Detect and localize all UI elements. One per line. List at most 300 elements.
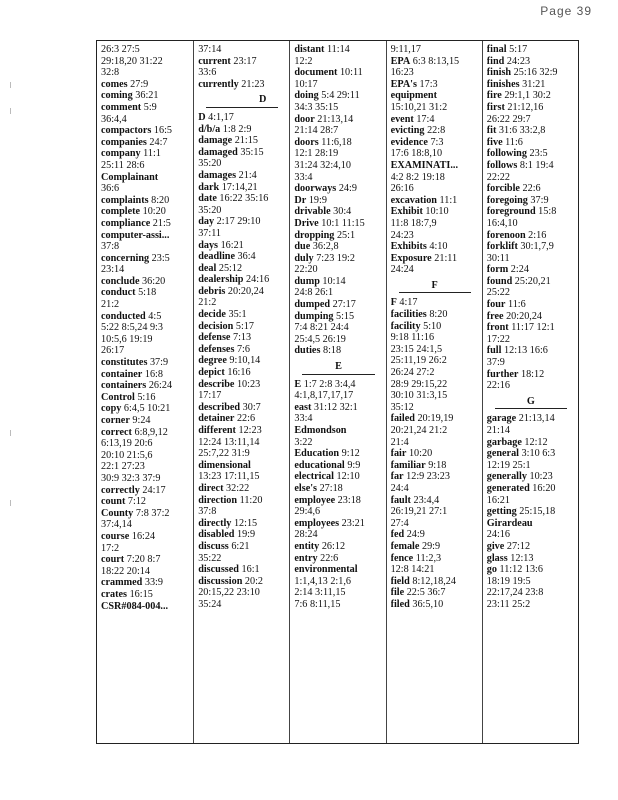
index-entry [487, 471, 575, 483]
index-term: day [198, 216, 215, 228]
index-entry [294, 402, 382, 414]
index-term: Education [294, 448, 340, 460]
index-page-refs: 22:5 36:7 [406, 587, 446, 599]
index-term: conducted [101, 310, 146, 322]
index-term: companies [101, 136, 147, 148]
index-term: decision [198, 320, 234, 332]
index-entry [487, 495, 575, 507]
index-term: garage [486, 413, 517, 425]
index-term: Dr [294, 194, 307, 206]
index-term: damage [198, 135, 233, 147]
index-term: compliance [101, 217, 151, 229]
index-entry [391, 218, 479, 230]
index-entry [487, 448, 575, 460]
index-entry [198, 448, 286, 460]
index-page-refs: 35:1 [228, 309, 247, 321]
index-entry [294, 564, 382, 576]
index-term: educational [294, 459, 345, 471]
index-page-refs: 21:14 28:7 [294, 125, 339, 137]
index-page-refs: 11:6 [507, 299, 526, 311]
index-entry [391, 79, 479, 91]
index-entry [487, 264, 575, 276]
index-page-refs: 6:3 8:13,15 [412, 55, 460, 67]
index-entry [101, 427, 190, 439]
index-term: familiar [390, 459, 426, 471]
index-page-refs: 5:17 [235, 320, 254, 332]
index-entry [294, 125, 382, 137]
index-page-refs: 10:17 [294, 78, 318, 90]
index-entry [101, 195, 190, 207]
index-page-refs: 10:20 [408, 448, 433, 460]
index-term: final [486, 44, 507, 55]
index-page-refs: 22:8 [427, 125, 446, 137]
index-term: discussion [198, 575, 243, 587]
index-entry [198, 228, 286, 240]
index-page-refs: 16:24 [131, 530, 156, 542]
index-page-refs: 2:14 3:11,15 [294, 587, 346, 599]
index-page-refs: 36:21 [135, 90, 159, 102]
index-term: generated [486, 482, 530, 494]
index-page-refs: 1:8 2:9 [222, 123, 252, 135]
index-entry [391, 437, 479, 449]
index-entry [198, 529, 286, 541]
index-page-refs: 2:17 29:10 [216, 216, 261, 228]
index-entry [101, 531, 190, 543]
index-entry [294, 529, 382, 541]
index-entry [101, 67, 190, 79]
index-term: depict [198, 367, 225, 379]
index-page-refs: 2:16 [528, 229, 547, 241]
index-entry [101, 56, 190, 68]
index-page-refs: 8:12,18,24 [412, 575, 456, 587]
index-term: currently [198, 78, 239, 90]
index-term: doorways [294, 183, 337, 195]
index-page-refs: 27:17 [332, 299, 356, 311]
index-term: complaints [101, 194, 149, 206]
index-entry [487, 56, 575, 68]
index-term: decide [198, 309, 226, 321]
index-term: dumping [294, 310, 334, 322]
index-page-refs: 7:20 8:7 [126, 554, 161, 566]
index-term: dimensional [198, 459, 251, 471]
index-term: company [101, 148, 141, 160]
index-entry [487, 576, 575, 588]
index-page-refs: 16:8 [144, 368, 163, 380]
index-entry [487, 529, 575, 541]
index-term: Exposure [390, 252, 432, 264]
index-entry [198, 390, 286, 402]
index-entry [294, 160, 382, 172]
index-page-refs: 21:14 [486, 425, 510, 436]
index-term: employees [294, 517, 340, 529]
index-page-refs: 31:24 32:4,10 [294, 159, 351, 171]
index-term: E [294, 378, 302, 390]
index-entry [487, 287, 575, 299]
index-term: damaged [198, 146, 238, 158]
index-term: fence [390, 552, 414, 564]
index-page-refs: 26:24 27:2 [390, 367, 435, 379]
index-page-refs: 11:6,18 [321, 136, 352, 148]
index-page-refs: 5:18 [138, 287, 157, 299]
index-page-refs: 19:9 [236, 529, 256, 541]
index-page-refs: 17:22 [486, 333, 510, 345]
index-page-refs: 24:17 [142, 484, 166, 496]
index-entry [198, 251, 286, 263]
index-term: free [486, 310, 504, 322]
index-page-refs: 36:6 [101, 183, 120, 195]
index-entry [294, 334, 382, 346]
index-page-refs: 29:18,20 31:22 [101, 55, 163, 67]
index-page-refs: 17:4 [416, 113, 435, 125]
index-term: D [198, 111, 206, 123]
index-entry [101, 508, 190, 520]
index-term: Exhibits [390, 241, 427, 253]
index-page-refs: 25:1 [336, 229, 356, 241]
index-entry [101, 102, 190, 114]
index-page-refs: 12:13 16:6 [504, 345, 548, 357]
index-entry [294, 413, 382, 425]
index-term: event [390, 113, 414, 125]
index-entry [198, 437, 286, 449]
index-entry [294, 67, 382, 79]
index-page-refs: 5:17 [509, 44, 528, 55]
index-entry [101, 566, 190, 578]
index-term: glass [486, 552, 508, 564]
index-page-refs: 25:16 32:9 [513, 67, 558, 79]
index-entry [198, 147, 286, 159]
index-term: forklift [486, 241, 518, 253]
index-term: follows [486, 159, 518, 171]
index-page-refs: 4:1,17 [208, 111, 234, 123]
index-page-refs: 17:17 [198, 390, 222, 402]
index-entry [391, 576, 479, 588]
index-entry [198, 460, 286, 472]
index-entry [487, 253, 575, 265]
index-term: complete [101, 206, 141, 218]
index-page-refs: 16:16 [227, 367, 251, 379]
index-entry [487, 195, 575, 207]
index-term: doors [294, 136, 319, 148]
index-page-refs: 27:4 [390, 517, 409, 529]
index-page-refs: 20:20,24 [506, 310, 543, 322]
index-page-refs: 33:6 [198, 67, 217, 79]
index-page-refs: 7:8 37:2 [135, 507, 170, 519]
index-entry [198, 518, 286, 530]
index-term: degree [198, 355, 227, 367]
index-page-refs: 17:6 18:8,10 [390, 148, 443, 160]
index-term: conduct [101, 287, 136, 299]
index-page-refs: 26:17 [101, 345, 125, 357]
index-term: fed [390, 529, 405, 541]
index-page-refs: 25:22 [486, 287, 510, 299]
index-term: comes [101, 78, 128, 90]
index-entry [101, 345, 190, 357]
index-entry [391, 206, 479, 218]
index-page-refs: 10:23 [529, 471, 553, 483]
index-page-refs: 21:4 [390, 436, 409, 448]
index-page-refs: 35:12 [390, 401, 414, 413]
index-page-refs: 11:8 18:7,9 [390, 217, 437, 229]
index-page-refs: 4:5 [148, 310, 162, 322]
index-entry [101, 241, 190, 253]
index-term: general [486, 448, 519, 460]
index-term: damages [198, 169, 237, 181]
index-term: direction [198, 494, 238, 506]
index-term: door [294, 113, 315, 125]
index-term: EPA's [390, 78, 417, 90]
index-term: doing [294, 90, 319, 102]
index-entry [294, 195, 382, 207]
index-entry [101, 450, 190, 462]
index-page-refs: 1:1,4,13 2:1,6 [294, 575, 351, 587]
index-page-refs: 16:4,10 [486, 217, 518, 229]
index-column-2 [193, 41, 289, 743]
index-entry [391, 67, 479, 79]
index-entry [391, 253, 479, 265]
index-term: correctly [101, 484, 140, 496]
index-term: EXAMINATI... [390, 159, 459, 171]
index-term: environmental [294, 564, 358, 576]
index-entry [294, 471, 382, 483]
index-entry [294, 390, 382, 402]
index-entry [487, 334, 575, 346]
index-page-refs: 35:15 [240, 146, 264, 158]
index-page-refs: 12:2 [294, 55, 313, 67]
index-entry [198, 170, 286, 182]
index-term: found [486, 275, 513, 287]
index-entry [294, 276, 382, 288]
index-entry [391, 599, 479, 611]
index-entry [391, 264, 479, 276]
index-term: document [294, 67, 338, 79]
index-page-refs: 7:3 [430, 136, 444, 148]
index-entry [198, 576, 286, 588]
index-page-refs: 25:20,21 [514, 275, 551, 287]
index-page-refs: 24:24 [390, 264, 414, 276]
index-page-refs: 5:10 [423, 320, 442, 332]
index-page-refs: 21:2 [198, 297, 217, 309]
index-entry [391, 413, 479, 425]
index-term: Control [101, 391, 135, 403]
index-entry [391, 160, 479, 172]
index-entry [391, 195, 479, 207]
index-entry [487, 322, 575, 334]
index-page-refs: 13:23 17:11,15 [198, 471, 260, 483]
index-entry [294, 79, 382, 91]
margin-mark [10, 430, 15, 436]
index-entry [487, 553, 575, 565]
index-page-refs: 21:2 [101, 299, 120, 311]
index-page-refs: 11:12 13:6 [499, 564, 543, 576]
index-page-refs: 11:14 [326, 44, 350, 55]
index-entry [294, 241, 382, 253]
index-entry [101, 554, 190, 566]
index-entry [294, 599, 382, 611]
index-term: go [486, 564, 497, 576]
index-page-refs: 4:1,8,17,17,17 [294, 390, 354, 402]
index-page-refs: 24:9 [406, 529, 425, 541]
index-entry [294, 299, 382, 311]
index-entry [101, 183, 190, 195]
index-page-refs: 12:23 [238, 425, 262, 436]
letter-heading: E [302, 361, 374, 375]
index-entry [294, 90, 382, 102]
index-term: front [486, 322, 509, 334]
index-entry [294, 148, 382, 160]
index-page-refs: 12:10 [336, 471, 360, 483]
index-page-refs: 10:14 [322, 275, 346, 287]
index-page-refs: 24:8 26:1 [294, 287, 334, 299]
index-page-refs: 15:8 [538, 206, 557, 218]
index-entry [198, 44, 286, 56]
index-term: fault [390, 494, 411, 506]
index-term: debris [198, 285, 226, 297]
index-page-refs: 7:6 8:11,15 [294, 598, 341, 610]
index-page-refs: 6:4,5 10:21 [123, 403, 171, 415]
index-page-refs: 37:9 [530, 194, 549, 206]
index-column-5 [482, 41, 578, 743]
index-page-refs: 34:3 35:15 [294, 101, 339, 113]
index-page-refs: 36:20 [142, 275, 166, 287]
index-entry [487, 357, 575, 369]
index-term: dumped [294, 299, 331, 311]
index-entry [198, 112, 286, 124]
index-entry [294, 56, 382, 68]
index-entry [101, 334, 190, 346]
index-entry [391, 309, 479, 321]
index-entry [487, 599, 575, 611]
index-page-refs: 11:2,3 [415, 552, 442, 564]
index-entry [198, 158, 286, 170]
index-page-refs: 24:9 [338, 183, 357, 195]
index-entry [391, 332, 479, 344]
index-page-refs: 30:7 [242, 401, 261, 413]
index-entry [487, 44, 575, 56]
index-page-refs: 12:24 13:11,14 [198, 436, 260, 448]
index-page-refs: 23:5 [529, 148, 548, 160]
index-term: fit [486, 125, 497, 137]
index-entry [294, 114, 382, 126]
index-page-refs: 12:12 [524, 436, 548, 448]
index-term: discuss [198, 540, 229, 552]
index-entry [101, 90, 190, 102]
index-entry [487, 114, 575, 126]
index-term: F [390, 297, 397, 309]
index-entry [391, 460, 479, 472]
index-term: count [101, 496, 126, 508]
index-page-refs: 4:17 [399, 297, 418, 309]
index-entry [101, 287, 190, 299]
index-term: direct [198, 482, 224, 494]
index-entry [391, 529, 479, 541]
index-page-refs: 22:17,24 23:8 [486, 587, 544, 599]
index-page-refs: 25:4,5 26:19 [294, 333, 346, 345]
index-page-refs: 20:2 [244, 575, 264, 587]
index-term: directly [198, 517, 232, 529]
index-entry [198, 587, 286, 599]
index-entry [391, 448, 479, 460]
index-entry [487, 79, 575, 91]
index-entry [101, 415, 190, 427]
index-entry [294, 518, 382, 530]
index-entry [487, 206, 575, 218]
index-entry [101, 299, 190, 311]
index-entry [101, 357, 190, 369]
index-entry [101, 276, 190, 288]
index-entry [101, 137, 190, 149]
index-page-refs: 30:4 [333, 206, 352, 218]
index-term: garbage [486, 436, 522, 448]
index-page-refs: 22:22 [486, 171, 510, 183]
index-page-refs: 24:23 [506, 55, 531, 67]
index-page-refs: 37:8 [198, 506, 217, 518]
index-entry [198, 274, 286, 286]
index-page-refs: 19:9 [308, 194, 327, 206]
index-entry [198, 332, 286, 344]
index-page-refs: 30:11 [486, 252, 510, 264]
index-entry [101, 577, 190, 589]
index-term: described [198, 401, 241, 413]
index-entry [487, 413, 575, 425]
index-term: entity [294, 540, 320, 552]
index-entry [391, 114, 479, 126]
index-page-refs: 25:12 [218, 262, 243, 274]
index-page-refs: 8:18 [322, 345, 342, 357]
index-entry [198, 402, 286, 414]
index-page-refs: 30:1,7,9 [520, 241, 554, 253]
index-entry [487, 125, 575, 137]
index-entry [198, 564, 286, 576]
index-page-refs: 5:22 8:5,24 9:3 [101, 322, 163, 334]
index-entry [198, 240, 286, 252]
index-entry [198, 286, 286, 298]
index-entry [101, 473, 190, 485]
index-entry [294, 183, 382, 195]
index-page-refs: 11:1 [439, 194, 458, 206]
index-page-refs: 24:16 [246, 274, 270, 286]
index-entry [294, 311, 382, 323]
index-term: deal [198, 262, 217, 274]
index-entry [487, 541, 575, 553]
index-entry [294, 218, 382, 230]
index-term: due [294, 241, 311, 253]
index-term: concerning [101, 252, 150, 264]
index-entry [391, 367, 479, 379]
index-term: equipment [390, 90, 437, 102]
index-page-refs: 21:13,14 [518, 413, 555, 425]
index-term: foreground [486, 206, 536, 218]
index-page-refs: 20:20,24 [227, 285, 264, 297]
index-page-refs: 21:4 [238, 169, 257, 181]
index-entry [198, 425, 286, 437]
index-page-refs: 31:6 33:2,8 [498, 125, 546, 137]
index-entry [294, 587, 382, 599]
index-page-refs: 18:19 19:5 [486, 575, 531, 587]
index-term: computer-assi... [101, 229, 170, 241]
index-page-refs: 6:8,9,12 [134, 426, 168, 438]
index-term: dump [294, 275, 320, 287]
index-entry [198, 553, 286, 565]
index-page-refs: 12:8 14:21 [390, 564, 435, 576]
index-entry [391, 172, 479, 184]
index-entry [487, 380, 575, 392]
index-page-refs: 25:11 28:6 [101, 159, 145, 171]
index-page-refs: 29:4,6 [294, 506, 321, 518]
index-page-refs: 22:20 [294, 264, 318, 276]
index-page-refs: 30:9 32:3 37:9 [101, 472, 161, 484]
index-page-refs: 22:16 [486, 380, 510, 392]
index-term: following [486, 148, 527, 160]
